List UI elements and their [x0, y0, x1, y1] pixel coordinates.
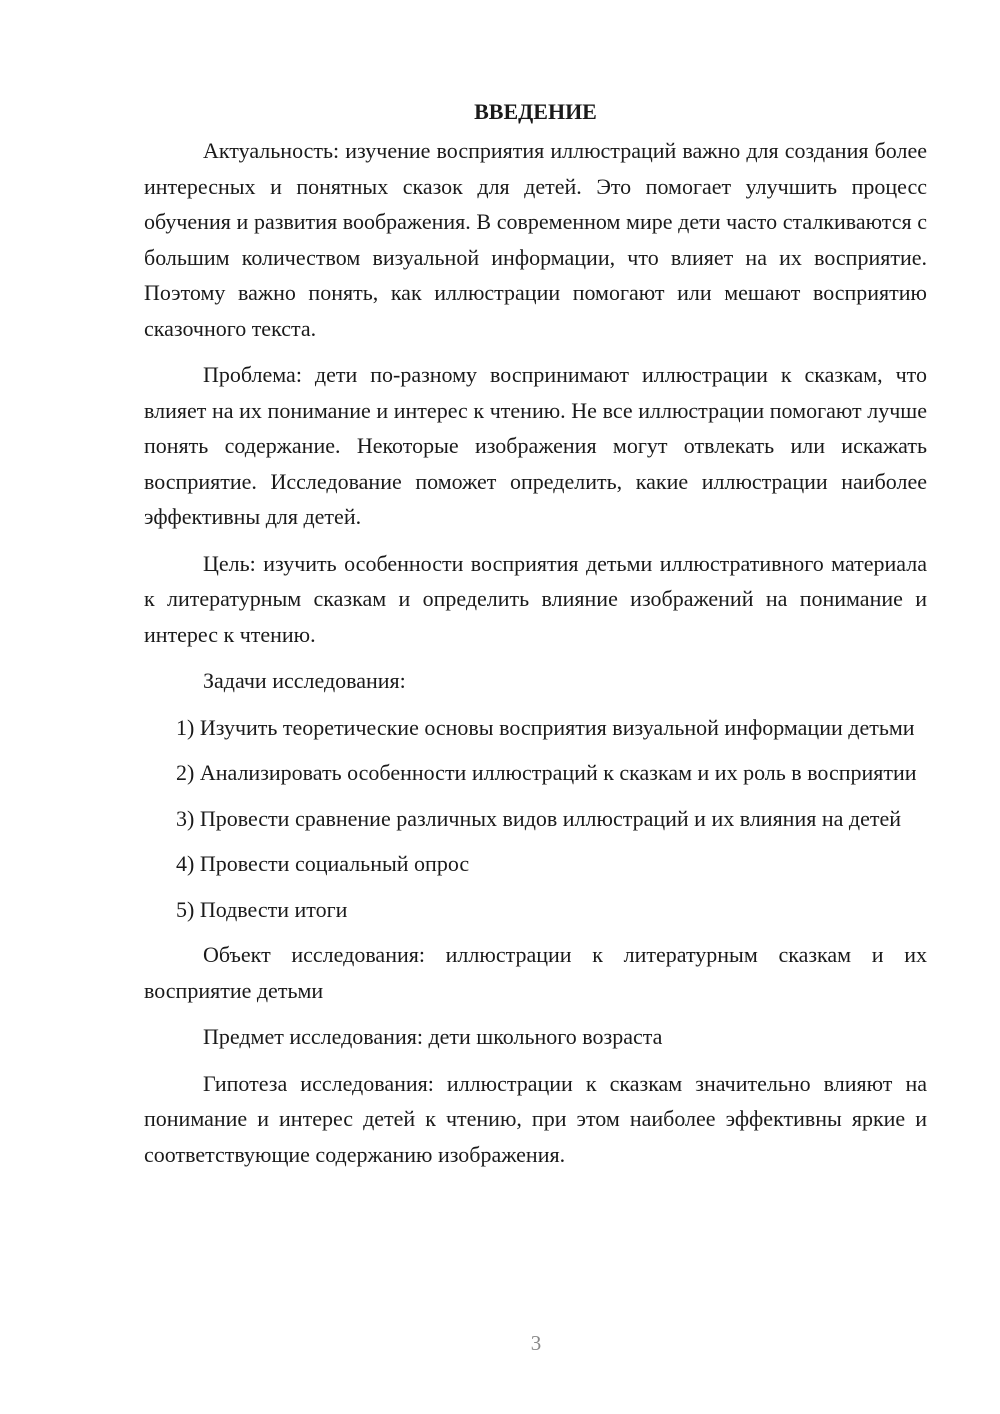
task-item: 2) Анализировать особенности иллюстраций к сказкам и их роль в восприятии [176, 760, 917, 785]
hypothesis-paragraph: Гипотеза исследования: иллюстрации к сказкам значительно влияют на понимание и интерес детей к чтению, при этом наиболее эффективны яркие и соответствующие содержанию изображения. [144, 1070, 927, 1167]
task-item: 3) Провести сравнение различных видов иллюстраций и их влияния на детей [176, 805, 902, 831]
page-number-text: 3 [530, 1331, 542, 1355]
task-item: 4) Провести социальный опрос [176, 851, 470, 876]
goal-paragraph: Цель: изучить особенности восприятия детьми иллюстративного материала к литературным сказкам и определить влияние изображений на понимание и интерес к чтению. [144, 550, 927, 647]
subject-paragraph: Предмет исследования: дети школьного возраста [203, 1024, 663, 1049]
page-number [72, 1331, 1000, 1356]
page-content [144, 94, 927, 1183]
task-item: 1) Изучить теоретические основы восприятия визуальной информации детьми [176, 714, 915, 740]
tasks-heading: Задачи исследования: [203, 668, 406, 693]
tasks-list [144, 710, 927, 928]
relevance-paragraph: Актуальность: изучение восприятия иллюстраций важно для создания более интересных и понятных сказок для детей. Это помогает улучшить процесс обучения и развития воображения. В современном мире дети часто сталкиваются с большим количеством визуальной информации, что влияет на их восприятие. Поэтому важно понять, как иллюстрации помогают или мешают восприятию сказочного текста. [144, 138, 927, 341]
task-item: 5) Подвести итоги [176, 896, 348, 922]
problem-paragraph: Проблема: дети по-разному воспринимают иллюстрации к сказкам, что влияет на их понимание и интерес к чтению. Не все иллюстрации помогают лучше понять содержание. Некоторые изображения могут отвлекать или искажать восприятие. Исследование поможет определить, какие иллюстрации наиболее эффективны для детей. [144, 362, 927, 529]
object-paragraph: Объект исследования: иллюстрации к литературным сказкам и их восприятие детьми [144, 942, 927, 1003]
section-title: ВВЕДЕНИЕ [474, 99, 597, 124]
